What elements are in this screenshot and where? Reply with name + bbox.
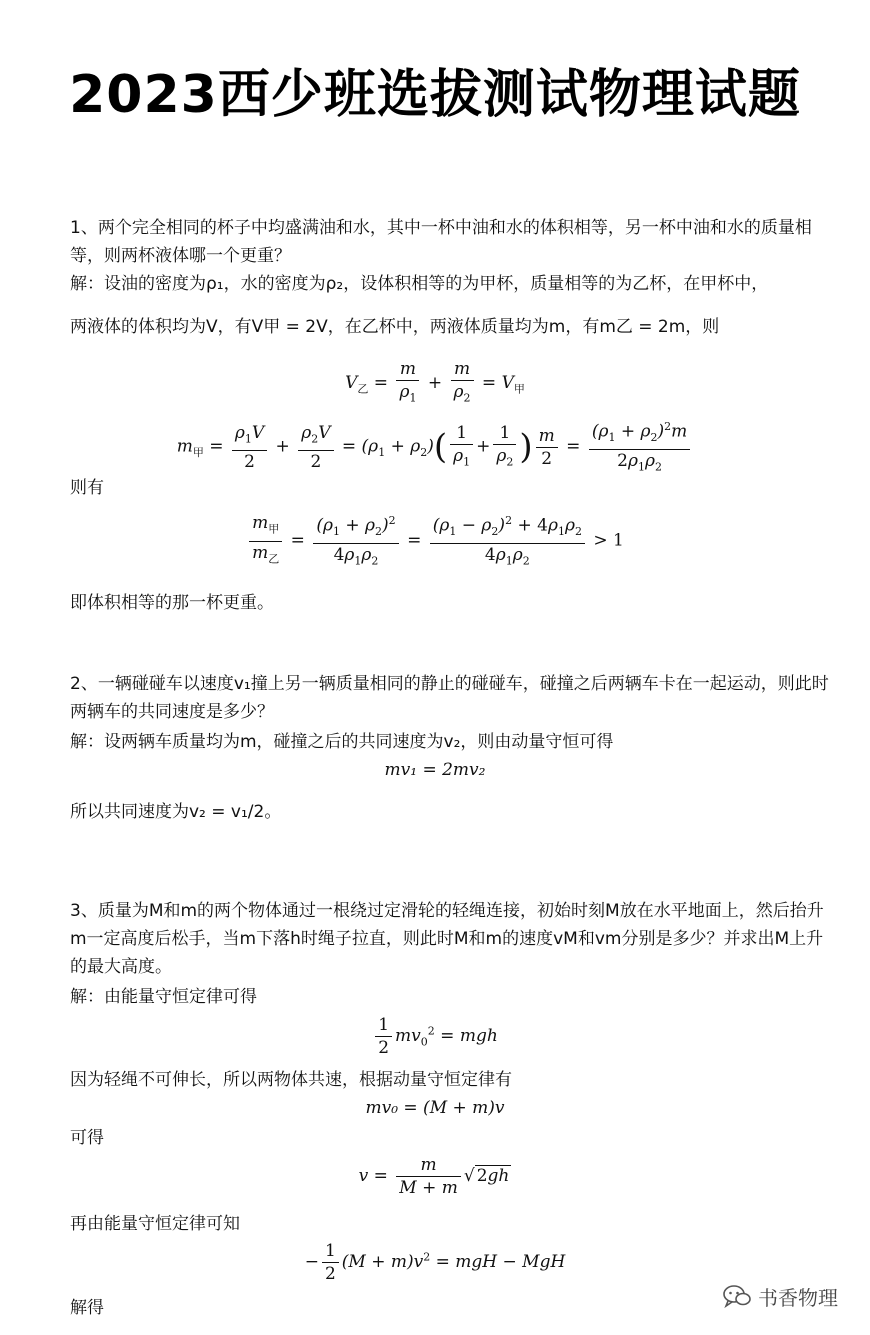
q1-equation-mass: $m_甲$ = $\frac{\rho_1V}{2}$ + $\frac{\rho_2V}{2}$ = $(\rho_1 + \rho_2)$( $\frac{1}{\rho_1}$ + $\frac{1}{\rho_2}$ ) $\frac{m}{2}$ = $\frac{(\rho_1 + \rho_2)^2m}{2\rho_1\rho_2}$ xyxy=(0,416,870,478)
q1-solution-line2: 两液体的体积均为V，有V甲 = 2V，在乙杯中，两液体质量均为m，有m乙 = 2m，则 xyxy=(70,317,720,337)
q3-equation-momentum: mv₀ = (M + m)v xyxy=(365,1098,505,1118)
q1-solution-line1: 解：设油的密度为ρ₁，水的密度为ρ₂，设体积相等的为甲杯，质量相等的为乙杯，在甲杯中， xyxy=(70,274,769,294)
q3-question: 3、质量为M和m的两个物体通过一根绕过定滑轮的轻绳连接，初始时刻M放在水平地面上，然后抬升m一定高度后松手，当m下落h时绳子拉直，则此时M和m的速度vM和vm分别是多少？并求出M上升的最大高度。 xyxy=(70,901,824,977)
q3-solution: 解：由能量守恒定律可得 xyxy=(70,987,257,1007)
q3-equation-velocity: v = $\frac{m}{M + m}$ √ 2gh xyxy=(358,1155,510,1198)
q3-text-rope: 因为轻绳不可伸长，所以两物体共速，根据动量守恒定律有 xyxy=(70,1070,512,1090)
q2-equation-momentum: mv₁ = 2mv₂ xyxy=(384,760,486,780)
q1-question: 1、两个完全相同的杯子中均盛满油和水，其中一杯中油和水的体积相等，另一杯中油和水的质量相等，则两杯液体哪一个更重？ xyxy=(70,218,812,266)
page-title: 2023西少班选拔测试物理试题 xyxy=(69,65,801,125)
q1-then: 则有 xyxy=(70,478,104,498)
q1-equation-ratio: $\frac{m_甲}{m_乙}$ = $\frac{(\rho_1 + \rho_2)^2}{4\rho_1\rho_2}$ = $\frac{(\rho_1 - \rho_2)^2 + 4\rho_1\rho_2}{4\rho_1\rho_2}$ > 1 xyxy=(0,510,870,572)
q1-conclusion: 即体积相等的那一杯更重。 xyxy=(70,593,274,613)
q1-equation-volume: $V_乙$ = $\frac{m}{\rho_1}$ + $\frac{m}{\rho_2}$ = $V_甲$ xyxy=(345,359,525,405)
wechat-icon xyxy=(722,1283,752,1309)
watermark xyxy=(722,1282,838,1310)
q3-text-solve: 解得 xyxy=(70,1298,104,1318)
q3-text-get: 可得 xyxy=(70,1128,104,1148)
q3-equation-energy2: − $\frac{1}{2}$ $(M + m)v^2$ = mgH − MgH xyxy=(304,1241,566,1284)
q3-equation-energy1: $\frac{1}{2}$ $mv_0^2$ = mgh xyxy=(0,1014,870,1059)
q2-question: 2、一辆碰碰车以速度v₁撞上另一辆质量相同的静止的碰碰车，碰撞之后两辆车卡在一起运动，则此时两辆车的共同速度是多少？ xyxy=(70,674,829,722)
q2-conclusion: 所以共同速度为v₂ = v₁/2。 xyxy=(70,802,282,822)
q2-solution: 解：设两辆车质量均为m，碰撞之后的共同速度为v₂，则由动量守恒可得 xyxy=(70,732,614,752)
q3-text-energy: 再由能量守恒定律可知 xyxy=(70,1214,240,1234)
watermark-text: 书香物理 xyxy=(758,1285,838,1310)
